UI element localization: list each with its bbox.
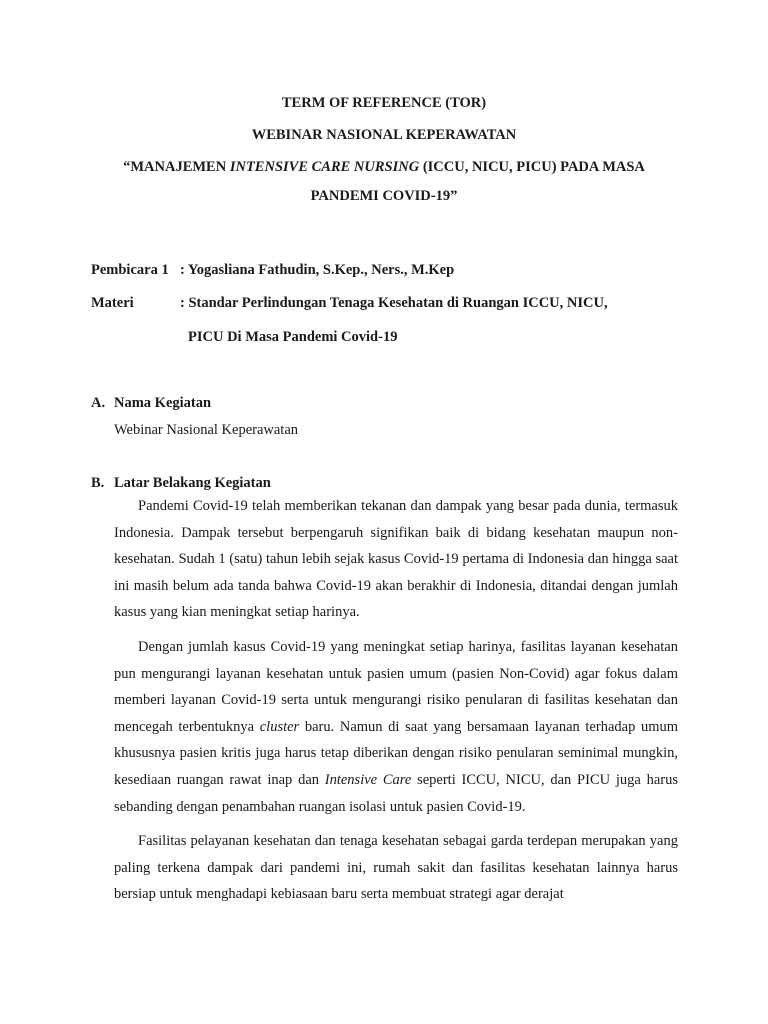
- paragraph-2: [114, 634, 678, 820]
- event-title-italic: INTENSIVE CARE NURSING: [229, 159, 420, 175]
- paragraph-1: Pandemi Covid-19 telah memberikan tekanan dan dampak yang besar pada dunia, termasuk Indonesia. Dampak tersebut berpengaruh signifikan baik di bidang kesehatan maupun non-kesehatan. Sudah 1 (satu) tahun lebih sejak kasus Covid-19 pertama di Indonesia dan hingga saat ini masih belum ada tanda bahwa Covid-19 akan berakhir di Indonesia, ditandai dengan jumlah kasus yang kian meningkat setiap harinya.: [114, 498, 678, 621]
- section-a-title: Nama Kegiatan: [114, 395, 212, 411]
- section-a-letter: A.: [91, 395, 106, 411]
- paragraph-3: Fasilitas pelayanan kesehatan dan tenaga kesehatan sebagai garda terdepan merupakan yang paling terkena dampak dari pandemi ini, rumah sakit dan fasilitas kesehatan lainnya harus bersiap untuk menghadapi kebiasaan baru serta membuat strategi agar derajat: [114, 833, 678, 903]
- paragraph-2-part-b: baru. Namun di saat yang bersamaan layanan terhadap umum khususnya pasien kritis juga harus tetap diberikan dengan risiko penularan seminimal mungkin, kesediaan ruangan rawat inap dan: [114, 718, 678, 788]
- section-b-title: Latar Belakang Kegiatan: [114, 475, 271, 491]
- paragraph-2-part-c: seperti ICCU, NICU, dan PICU juga harus sebanding dengan penambahan ruangan isolasi untuk pasien Covid-19.: [114, 771, 678, 815]
- event-heading: WEBINAR NASIONAL KEPERAWATAN: [251, 127, 517, 143]
- section-a-body: Webinar Nasional Keperawatan: [114, 422, 299, 438]
- speaker-label: Pembicara 1: [91, 262, 169, 278]
- event-title-pre: “MANAJEMEN: [123, 159, 230, 175]
- paragraph-2-italic-2: Intensive Care: [324, 771, 412, 788]
- section-b-body: [114, 493, 678, 908]
- event-title-line-2: PANDEMI COVID-19”: [310, 188, 458, 204]
- materi-label: Materi: [91, 295, 134, 311]
- paragraph-2-part-a: Dengan jumlah kasus Covid-19 yang meningkat setiap harinya, fasilitas layanan kesehatan pun mengurangi layanan kesehatan untuk pasien umum (pasien Non-Covid) agar fokus dalam memberi layanan Covid-19 serta untuk mengurangi risiko penularan di fasilitas kesehatan dan mencegah terbentuknya: [114, 638, 678, 735]
- event-title-line-1: [0, 159, 768, 176]
- materi-value-line-1: : Standar Perlindungan Tenaga Kesehatan di Ruangan ICCU, NICU,: [180, 295, 608, 311]
- paragraph-2-italic-1: cluster: [259, 718, 300, 735]
- materi-value-line-2: PICU Di Masa Pandemi Covid-19: [188, 329, 398, 345]
- event-title-post: (ICCU, NICU, PICU) PADA MASA: [419, 159, 645, 175]
- speaker-value: : Yogasliana Fathudin, S.Kep., Ners., M.Kep: [180, 262, 455, 278]
- doc-type-heading: TERM OF REFERENCE (TOR): [281, 95, 487, 111]
- section-b-letter: B.: [91, 475, 105, 491]
